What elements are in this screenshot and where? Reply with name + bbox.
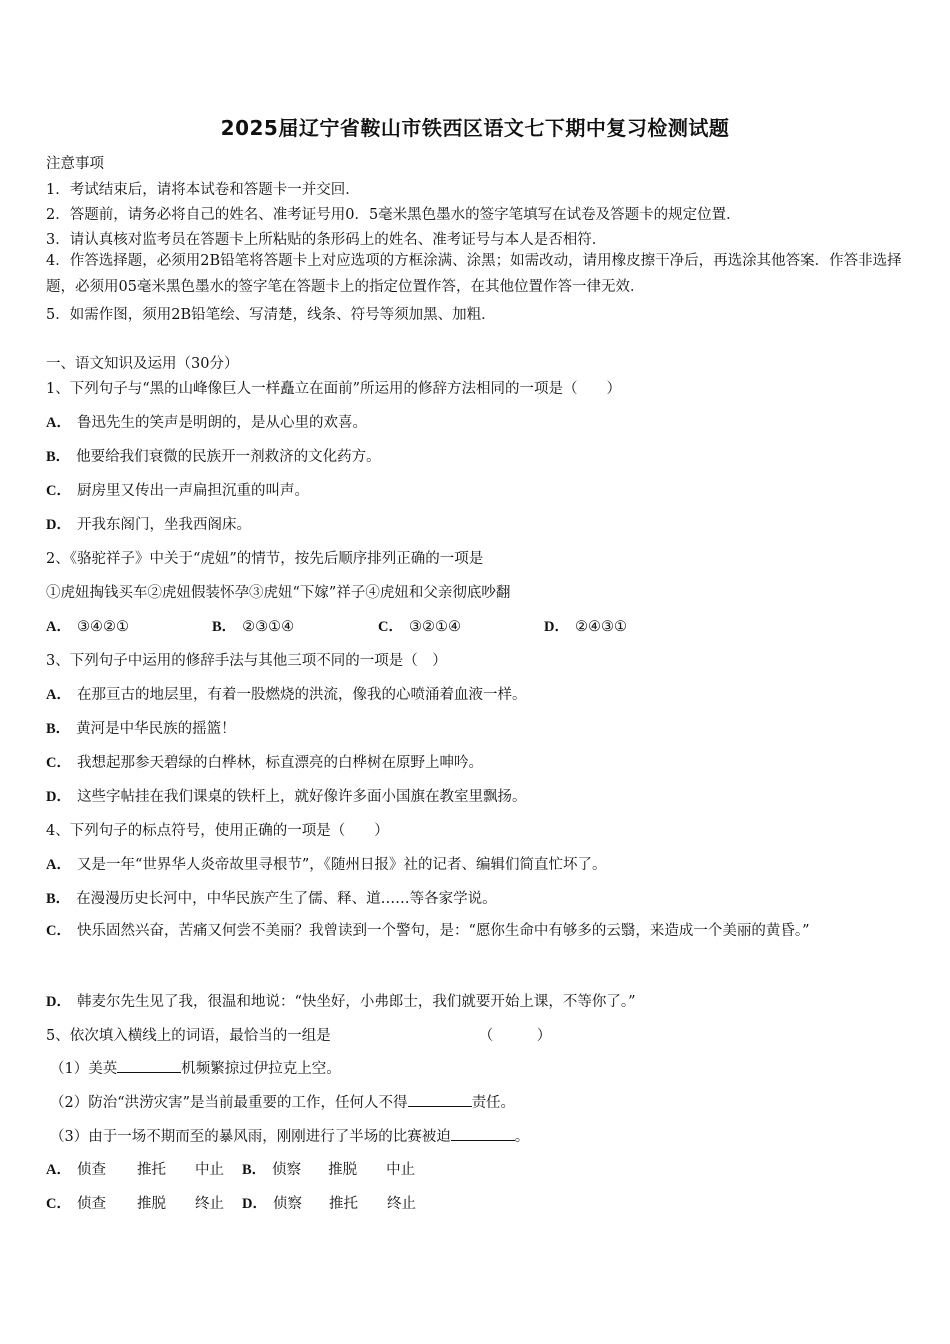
answer-parentheses: （ ） bbox=[478, 1028, 552, 1044]
option-label: A． bbox=[46, 415, 71, 431]
exam-title: 2025届辽宁省鞍山市铁西区语文七下期中复习检测试题 bbox=[220, 116, 730, 140]
option-word: 侦查 bbox=[76, 1196, 106, 1212]
option-word: 推脱 bbox=[328, 1162, 358, 1178]
option-word: 中止 bbox=[194, 1162, 224, 1178]
sentence-text: 责任。 bbox=[471, 1095, 516, 1111]
option-label: C． bbox=[46, 755, 71, 771]
question-3-stem: 3、下列句子中运用的修辞手法与其他三项不同的一项是（ ） bbox=[46, 653, 447, 669]
option-label: C． bbox=[46, 923, 71, 939]
option-label: D． bbox=[46, 994, 71, 1010]
option-word: 终止 bbox=[194, 1196, 224, 1212]
section-heading: 一、语文知识及运用（30分） bbox=[46, 356, 239, 372]
option-word: 推托 bbox=[136, 1162, 166, 1178]
option-label: D． bbox=[46, 789, 71, 805]
q2-option-a bbox=[46, 615, 212, 636]
fill-blank bbox=[451, 1126, 515, 1141]
option-word: 中止 bbox=[386, 1162, 416, 1178]
question-4-stem: 4、下列句子的标点符号，使用正确的一项是（ ） bbox=[46, 823, 389, 839]
notice-item: 2．答题前，请务必将自己的姓名、准考证号用0．5毫米黑色墨水的签字笔填写在试卷及答题卡的规定位置． bbox=[46, 207, 741, 223]
q4-option-d bbox=[46, 990, 636, 1011]
option-word: 侦查 bbox=[76, 1162, 106, 1178]
q2-options-row bbox=[46, 615, 627, 636]
q3-option-d bbox=[46, 785, 526, 806]
notice-item: 4．作答选择题，必须用2B铅笔将答题卡上对应选项的方框涂满、涂黑；如需改动，请用橡皮擦干净后，再选涂其他答案．作答非选择题，必须用05毫米黑色墨水的签字笔在答题卡上的指定位置作答，在其他位置作答一律无效． bbox=[46, 253, 902, 295]
q5-option-b bbox=[242, 1162, 415, 1178]
q4-option-a bbox=[46, 853, 607, 874]
option-label: D． bbox=[46, 517, 71, 533]
q4-option-c bbox=[46, 912, 904, 950]
question-5-text: 5、依次填入横线上的词语，最恰当的一组是 bbox=[46, 1028, 331, 1044]
notice-item: 3．请认真核对监考员在答题卡上所粘贴的条形码上的姓名、准考证号与本人是否相符． bbox=[46, 232, 607, 248]
notice-item: 1．考试结束后，请将本试卷和答题卡一并交回． bbox=[46, 182, 360, 198]
option-word: 侦察 bbox=[272, 1196, 302, 1212]
question-5-stem bbox=[46, 1024, 551, 1045]
option-label: B． bbox=[46, 891, 71, 907]
q5-sentence-3 bbox=[50, 1125, 529, 1146]
q2-sequence: ①虎妞掏钱买车②虎妞假装怀孕③虎妞“下嫁”祥子④虎妞和父亲彻底吵翻 bbox=[46, 585, 511, 601]
option-label: A． bbox=[46, 619, 71, 635]
notice-item: 5．如需作图，须用2B铅笔绘、写清楚，线条、符号等须加黑、加粗． bbox=[46, 307, 496, 323]
q5-sentence-1 bbox=[50, 1057, 341, 1078]
option-text: 这些字帖挂在我们课桌的铁杆上，就好像许多面小国旗在教室里飘扬。 bbox=[76, 789, 527, 805]
option-label: D． bbox=[242, 1196, 267, 1212]
q1-option-d bbox=[46, 513, 251, 534]
option-label: A． bbox=[46, 857, 71, 873]
option-label: B． bbox=[242, 1162, 267, 1178]
option-label: B． bbox=[212, 619, 237, 635]
option-text: 厨房里又传出一声扁担沉重的叫声。 bbox=[76, 483, 309, 499]
q3-option-b bbox=[46, 717, 236, 738]
notice-heading: 注意事项 bbox=[46, 156, 104, 172]
q3-option-c bbox=[46, 751, 483, 772]
option-label: A． bbox=[46, 687, 71, 703]
q5-options-row-1 bbox=[46, 1158, 415, 1179]
option-text: 他要给我们衰微的民族开一剂救济的文化药方。 bbox=[76, 449, 381, 465]
option-text: 韩麦尔先生见了我，很温和地说：“快坐好，小弗郎士，我们就要开始上课，不等你了。” bbox=[76, 994, 636, 1010]
q2-option-d bbox=[544, 619, 627, 635]
q3-option-a bbox=[46, 683, 526, 704]
option-text: ②③①④ bbox=[242, 619, 295, 635]
q5-option-c bbox=[46, 1192, 242, 1213]
option-label: C． bbox=[378, 619, 403, 635]
option-word: 侦察 bbox=[272, 1162, 302, 1178]
option-text: ③④②① bbox=[76, 619, 129, 635]
option-label: C． bbox=[46, 483, 71, 499]
q2-option-c bbox=[378, 615, 544, 636]
question-2-stem: 2、《骆驼祥子》中关于“虎妞”的情节，按先后顺序排列正确的一项是 bbox=[46, 551, 484, 567]
sentence-text: （1）美英 bbox=[50, 1061, 118, 1077]
sentence-text: 机频繁掠过伊拉克上空。 bbox=[181, 1061, 341, 1077]
option-text: 开我东阁门，坐我西阁床。 bbox=[76, 517, 251, 533]
option-text: 在漫漫历史长河中，中华民族产生了儒、释、道……等各家学说。 bbox=[76, 891, 497, 907]
q1-option-b bbox=[46, 445, 381, 466]
option-text: 鲁迅先生的笑声是明朗的，是从心里的欢喜。 bbox=[76, 415, 367, 431]
option-label: D． bbox=[544, 619, 569, 635]
option-text: 在那亘古的地层里，有着一股燃烧的洪流，像我的心喷涌着血液一样。 bbox=[76, 687, 527, 703]
option-word: 终止 bbox=[386, 1196, 416, 1212]
q5-option-a bbox=[46, 1158, 242, 1179]
q2-option-b bbox=[212, 615, 378, 636]
option-text: ②④③① bbox=[574, 619, 627, 635]
q5-option-d bbox=[242, 1196, 416, 1212]
q1-option-a bbox=[46, 411, 367, 432]
sentence-text: 。 bbox=[514, 1129, 530, 1145]
option-text: 快乐固然兴奋，苦痛又何尝不美丽？我曾读到一个警句，是：“愿你生命中有够多的云翳，来造成一个美丽的黄昏。” bbox=[76, 923, 810, 939]
q1-option-c bbox=[46, 479, 309, 500]
q5-sentence-2 bbox=[50, 1091, 515, 1112]
q5-options-row-2 bbox=[46, 1192, 416, 1213]
sentence-text: （3）由于一场不期而至的暴风雨，刚刚进行了半场的比赛被迫 bbox=[50, 1129, 451, 1145]
fill-blank bbox=[408, 1092, 472, 1107]
option-word: 推托 bbox=[328, 1196, 358, 1212]
option-text: ③②①④ bbox=[408, 619, 461, 635]
question-1-stem: 1、下列句子与“黑的山峰像巨人一样矗立在面前”所运用的修辞方法相同的一项是（ ） bbox=[46, 381, 622, 397]
option-label: C． bbox=[46, 1196, 71, 1212]
option-text: 又是一年“世界华人炎帝故里寻根节”，《随州日报》社的记者、编辑们简直忙坏了。 bbox=[76, 857, 607, 873]
option-text: 黄河是中华民族的摇篮！ bbox=[76, 721, 236, 737]
option-text: 我想起那参天碧绿的白桦林，标直漂亮的白桦树在原野上呻吟。 bbox=[76, 755, 483, 771]
option-label: B． bbox=[46, 721, 71, 737]
option-label: B． bbox=[46, 449, 71, 465]
q4-option-b bbox=[46, 887, 497, 908]
fill-blank bbox=[117, 1058, 181, 1073]
sentence-text: （2）防治“洪涝灾害”是当前最重要的工作，任何人不得 bbox=[50, 1095, 408, 1111]
option-label: A． bbox=[46, 1162, 71, 1178]
option-word: 推脱 bbox=[136, 1196, 166, 1212]
